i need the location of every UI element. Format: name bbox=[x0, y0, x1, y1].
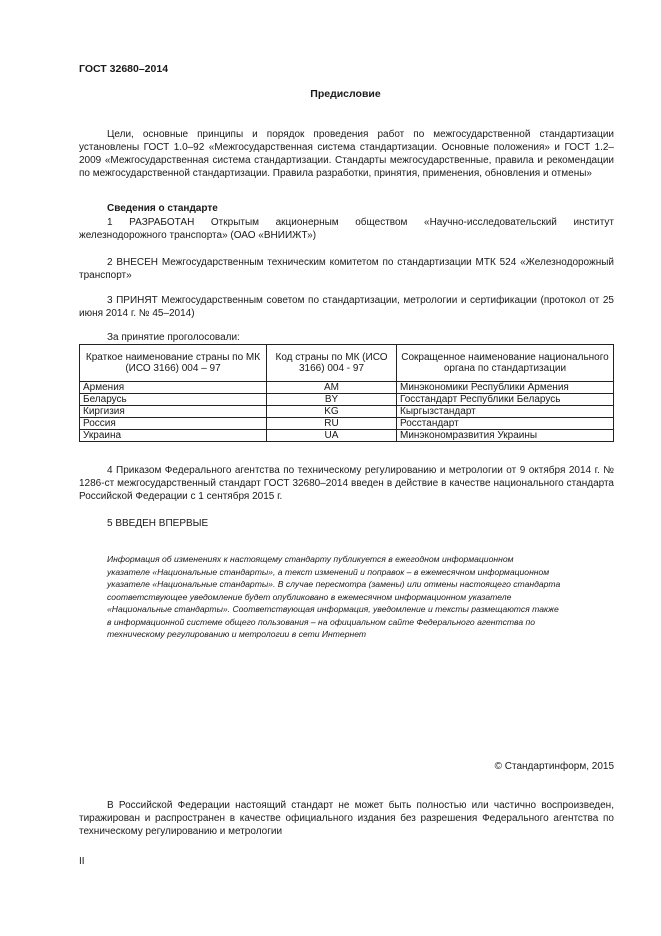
copyright: © Стандартинформ, 2015 bbox=[494, 761, 614, 772]
code-cell: AM bbox=[267, 382, 397, 394]
code-cell: BY bbox=[267, 394, 397, 406]
table-row bbox=[80, 394, 614, 406]
table-row bbox=[80, 418, 614, 430]
code-cell: KG bbox=[267, 406, 397, 418]
changes-notice bbox=[107, 553, 614, 641]
table-row bbox=[80, 430, 614, 442]
table-row bbox=[80, 382, 614, 394]
country-cell: Киргизия bbox=[80, 406, 267, 418]
table-header-row bbox=[80, 345, 614, 382]
country-cell: Армения bbox=[80, 382, 267, 394]
page-number: II bbox=[79, 856, 85, 867]
page-title: Предисловие bbox=[310, 88, 381, 100]
notice-line: в информационной системе общего пользования – на официальном сайте Федерального агентства по bbox=[107, 616, 536, 627]
item-first-introduced: 5 ВВЕДЕН ВПЕРВЫЕ bbox=[107, 518, 209, 529]
country-cell: Украина bbox=[80, 430, 267, 442]
item-enacted: 4 Приказом Федерального агентства по техническому регулированию и метрологии от 9 октября 2014 г. № 1286-ст межгосударственный стандарт ГОСТ 32680–2014 введен в действие в качестве национального стандарта Российской Федерации с 1 сентября 2015 г. bbox=[79, 465, 614, 502]
item-submitted: 2 ВНЕСЕН Межгосударственным техническим комитетом по стандартизации МТК 524 «Железнодорожный транспорт» bbox=[79, 257, 614, 281]
header-country: Краткое наименование страны по МК (ИСО 3166) 004 – 97 bbox=[80, 345, 267, 382]
about-heading: Сведения о стандарте bbox=[107, 203, 218, 214]
item-adopted: 3 ПРИНЯТ Межгосударственным советом по стандартизации, метрологии и сертификации (протокол от 25 июня 2014 г. № 45–2014) bbox=[79, 295, 614, 319]
rights-paragraph: В Российской Федерации настоящий стандарт не может быть полностью или частично воспроизведен, тиражирован и распространен в качестве официального издания без разрешения Федерального агентства по техническому регулированию и метрологии bbox=[79, 800, 614, 837]
notice-line: указателе «Национальные стандарты», а текст изменений и поправок – в ежемесячном информационном bbox=[107, 566, 550, 577]
header-code: Код страны по МК (ИСО 3166) 004 - 97 bbox=[267, 345, 397, 382]
notice-line: техническому регулированию и метрологии в сети Интернет bbox=[107, 629, 367, 639]
notice-line: соответствующее уведомление будет опубликовано в ежемесячном информационном указателе bbox=[107, 591, 512, 602]
code-cell: UA bbox=[267, 430, 397, 442]
notice-line: «Национальные стандарты». Соответствующая информация, уведомление и тексты размещаются также bbox=[107, 604, 559, 614]
body-cell: Госстандарт Республики Беларусь bbox=[397, 394, 614, 406]
table-row bbox=[80, 406, 614, 418]
body-cell: Минэкономразвития Украины bbox=[397, 430, 614, 442]
standard-number: ГОСТ 32680–2014 bbox=[79, 63, 169, 75]
code-cell: RU bbox=[267, 418, 397, 430]
body-cell: Росстандарт bbox=[397, 418, 614, 430]
country-cell: Россия bbox=[80, 418, 267, 430]
notice-line: Информация об изменениях к настоящему стандарту публикуется в ежегодном информационном bbox=[107, 554, 514, 564]
notice-line: указателе «Национальные стандарты». В случае пересмотра (замены) или отмены настоящего стандарта bbox=[107, 579, 561, 589]
country-cell: Беларусь bbox=[80, 394, 267, 406]
item-developed: 1 РАЗРАБОТАН Открытым акционерным обществом «Научно-исследовательский институт железнодорожного транспорта» (ОАО «ВНИИЖТ») bbox=[79, 217, 614, 241]
voting-table bbox=[79, 344, 614, 442]
body-cell: Минэкономики Республики Армения bbox=[397, 382, 614, 394]
vote-caption: За принятие проголосовали: bbox=[107, 332, 240, 343]
header-body: Сокращенное наименование национального органа по стандартизации bbox=[397, 345, 614, 382]
intro-paragraph: Цели, основные принципы и порядок проведения работ по межгосударственной стандартизации установлены ГОСТ 1.0–92 «Межгосударственная система стандартизации. Основные положения» и ГОСТ 1.2–2009 «Межгосударственная система стандартизации. Стандарты межгосударственные, правила и рекомендации по межгосударственной стандартизации. Правила разработки, принятия, применения, обновления и отмены» bbox=[79, 129, 614, 179]
body-cell: Кыргызстандарт bbox=[397, 406, 614, 418]
